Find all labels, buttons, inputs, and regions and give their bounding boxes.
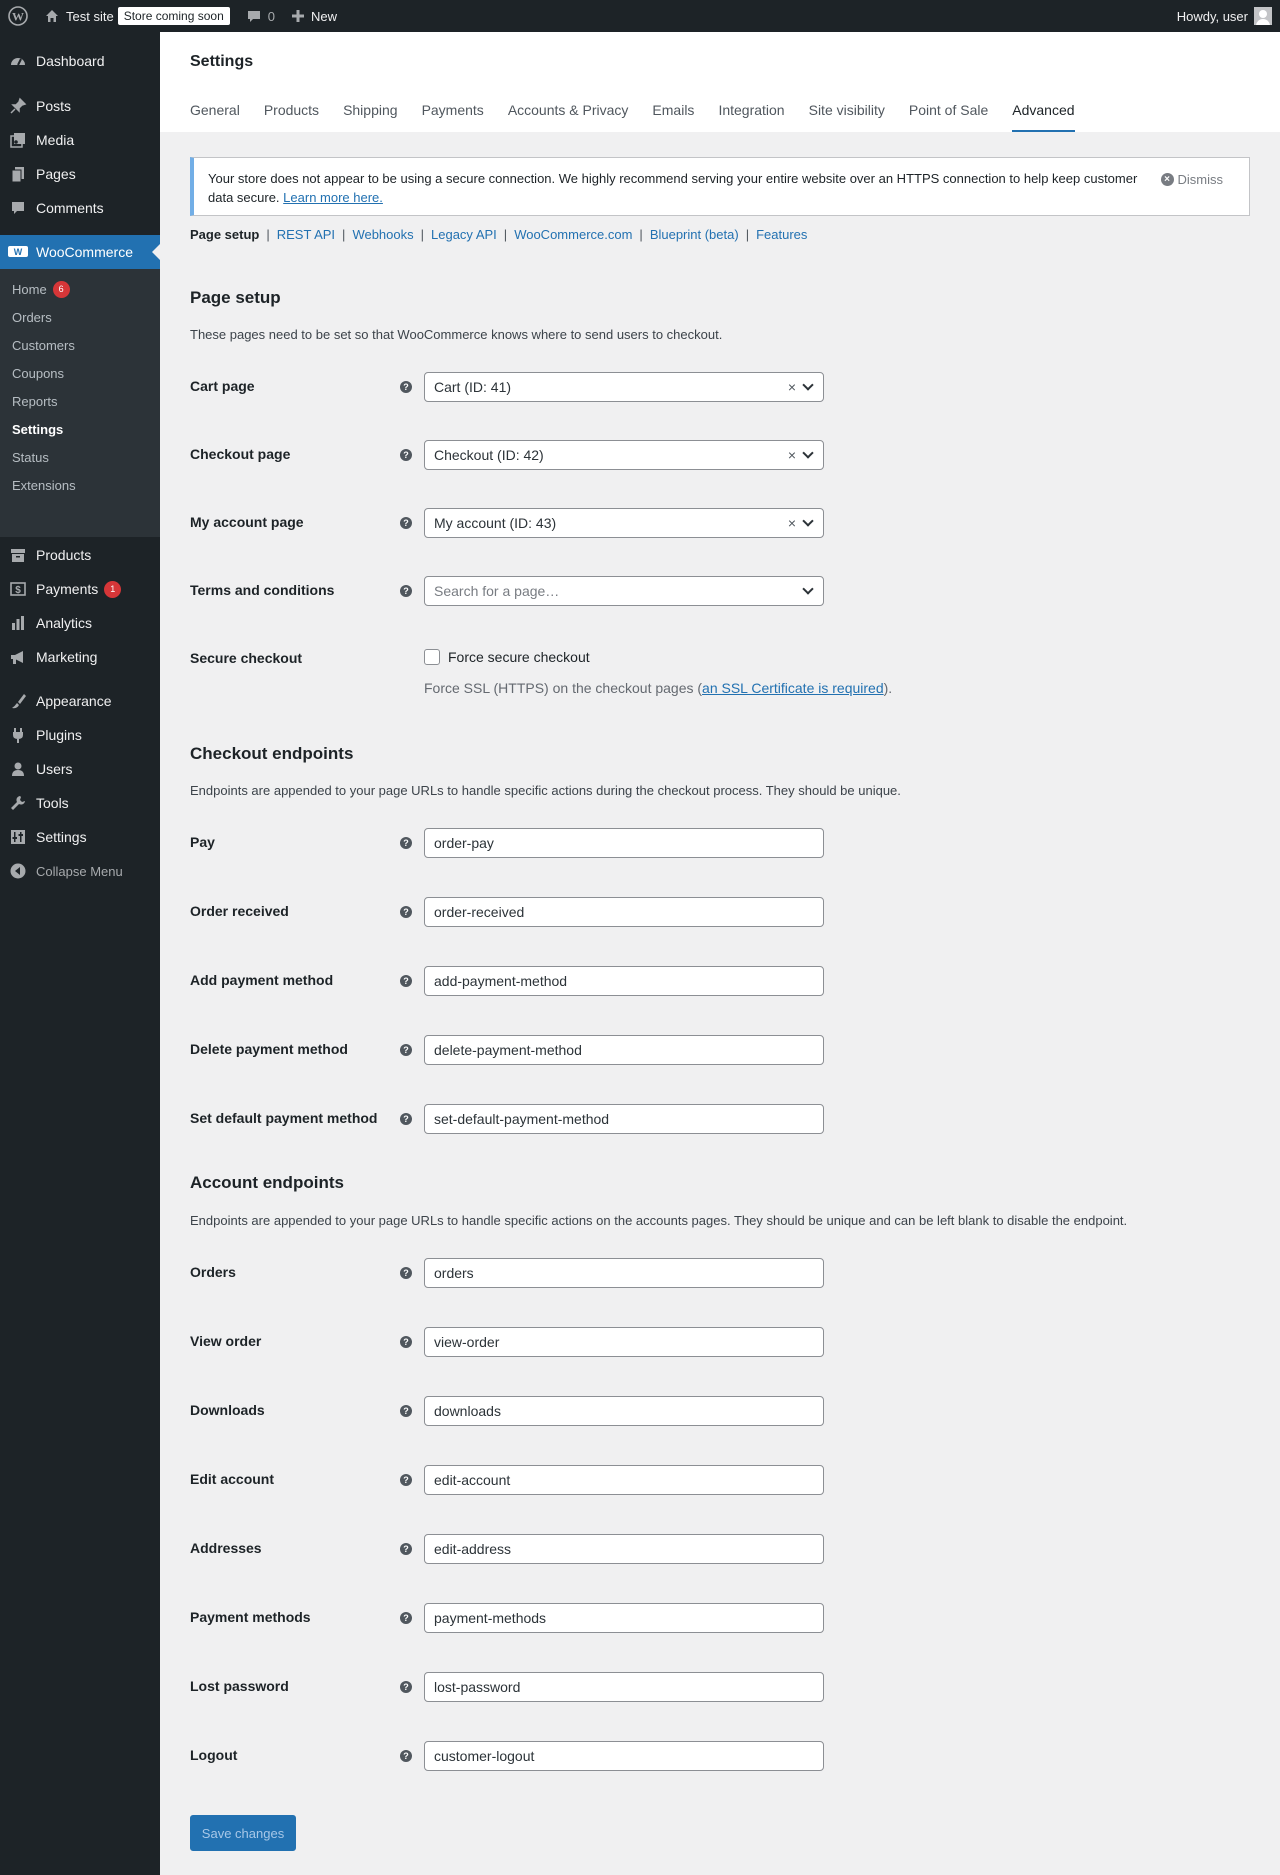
- help-tip-icon[interactable]: ?: [400, 1750, 412, 1762]
- set-default-payment-method-endpoint-input[interactable]: [424, 1104, 824, 1134]
- menu-settings[interactable]: [0, 820, 160, 854]
- subnav-webhooks[interactable]: Webhooks: [352, 227, 414, 242]
- help-tip-icon[interactable]: ?: [400, 1405, 412, 1417]
- bar-chart-icon: [0, 614, 36, 632]
- help-tip-icon[interactable]: ?: [400, 1113, 412, 1125]
- account-endpoints-description: Endpoints are appended to your page URLs to handle specific actions on the accounts pages. They should be unique and can be left blank to disable the endpoint.: [190, 1213, 1128, 1228]
- help-tip-icon[interactable]: ?: [400, 381, 412, 393]
- force-secure-checkout-checkbox[interactable]: [424, 649, 440, 665]
- downloads-endpoint-input[interactable]: [424, 1396, 824, 1426]
- subnav-separator: |: [342, 227, 346, 242]
- dismiss-label: Dismiss: [1177, 172, 1223, 187]
- view-order-endpoint-label: View order: [190, 1333, 262, 1349]
- terms-page-label: Terms and conditions: [190, 582, 335, 598]
- help-tip-icon[interactable]: ?: [400, 517, 412, 529]
- secure-checkout-label: Secure checkout: [190, 650, 303, 666]
- chevron-down-icon: [802, 447, 813, 458]
- menu-appearance[interactable]: [0, 684, 160, 718]
- downloads-endpoint-label: Downloads: [190, 1402, 265, 1418]
- secure-desc-suffix: ).: [883, 680, 893, 696]
- svg-text:$: $: [15, 585, 21, 596]
- set-default-payment-method-endpoint-label: Set default payment method: [190, 1110, 378, 1126]
- help-tip-icon[interactable]: ?: [400, 585, 412, 597]
- menu-comments-label: Comments: [36, 200, 104, 216]
- menu-plugins-label: Plugins: [36, 727, 82, 743]
- payments-icon: [0, 580, 36, 598]
- submenu-home[interactable]: [12, 279, 70, 299]
- order-received-endpoint-label: Order received: [190, 903, 289, 919]
- logout-endpoint-input[interactable]: [424, 1741, 824, 1771]
- orders-endpoint-label: Orders: [190, 1264, 236, 1280]
- menu-appearance-label: Appearance: [36, 693, 112, 709]
- wrench-icon: [0, 794, 36, 812]
- store-coming-soon-badge[interactable]: Store coming soon: [118, 7, 230, 25]
- menu-users-label: Users: [36, 761, 73, 777]
- home-icon: [44, 8, 60, 24]
- help-tip-icon[interactable]: ?: [400, 1612, 412, 1624]
- pages-icon: [0, 165, 36, 183]
- page-setup-description: These pages need to be set so that WooCommerce knows where to send users to checkout.: [190, 327, 723, 342]
- submenu-settings[interactable]: Settings: [12, 421, 64, 437]
- submenu-reports[interactable]: Reports: [12, 393, 58, 409]
- tab-emails[interactable]: Emails: [652, 102, 695, 118]
- force-secure-checkout-option[interactable]: [424, 649, 590, 665]
- menu-posts[interactable]: [0, 89, 160, 123]
- archive-icon: [0, 546, 36, 564]
- subnav-separator: |: [639, 227, 643, 242]
- menu-analytics-label: Analytics: [36, 615, 93, 631]
- ssl-notice: [190, 157, 1250, 216]
- dismiss-button[interactable]: [1161, 170, 1224, 189]
- submenu-home-label: Home: [12, 281, 47, 297]
- menu-marketing-label: Marketing: [36, 649, 98, 665]
- paintbrush-icon: [0, 692, 36, 710]
- chevron-down-icon: [802, 515, 813, 526]
- media-icon: [0, 131, 36, 149]
- tab-products[interactable]: Products: [263, 102, 320, 118]
- save-changes-button[interactable]: Save changes: [190, 1815, 296, 1851]
- menu-pages[interactable]: [0, 157, 160, 191]
- cart-page-value: Cart (ID: 41): [434, 379, 512, 395]
- settings-sliders-icon: [0, 828, 36, 846]
- page-setup-heading: Page setup: [190, 288, 281, 307]
- submenu-customers[interactable]: Customers: [12, 337, 75, 353]
- clear-icon[interactable]: ×: [787, 515, 796, 531]
- site-name-link[interactable]: [36, 0, 238, 32]
- help-tip-icon[interactable]: ?: [400, 1474, 412, 1486]
- menu-products[interactable]: [0, 538, 160, 572]
- howdy-text: Howdy, user: [1176, 8, 1248, 24]
- dismiss-icon: ×: [1161, 173, 1174, 186]
- woocommerce-submenu: [0, 269, 160, 537]
- dashboard-icon: [0, 52, 36, 70]
- delete-payment-method-endpoint-input[interactable]: [424, 1035, 824, 1065]
- add-payment-method-endpoint-label: Add payment method: [190, 972, 334, 988]
- edit-account-endpoint-label: Edit account: [190, 1471, 275, 1487]
- delete-payment-method-endpoint-label: Delete payment method: [190, 1041, 348, 1057]
- lost-password-endpoint-label: Lost password: [190, 1678, 289, 1694]
- payment-methods-endpoint-label: Payment methods: [190, 1609, 311, 1625]
- subnav-page-setup[interactable]: Page setup: [190, 227, 260, 242]
- addresses-endpoint-label: Addresses: [190, 1540, 262, 1556]
- tab-point-of-sale[interactable]: Point of Sale: [908, 102, 989, 118]
- clear-icon[interactable]: ×: [787, 447, 796, 463]
- account-endpoints-heading: Account endpoints: [190, 1173, 344, 1192]
- help-tip-icon[interactable]: ?: [400, 837, 412, 849]
- admin-bar: [0, 0, 1280, 32]
- cart-page-label: Cart page: [190, 378, 255, 394]
- svg-text:W: W: [12, 9, 24, 24]
- comments-icon: [0, 199, 36, 217]
- checkout-page-label: Checkout page: [190, 446, 291, 462]
- wordpress-logo-icon[interactable]: [0, 0, 36, 32]
- payments-notification-badge: 1: [104, 581, 121, 598]
- woocommerce-icon: [0, 245, 36, 259]
- menu-dashboard[interactable]: [0, 44, 160, 78]
- menu-woocommerce-label: WooCommerce: [36, 244, 133, 260]
- submenu-orders[interactable]: Orders: [12, 309, 52, 325]
- tab-accounts-privacy[interactable]: Accounts & Privacy: [507, 102, 629, 118]
- site-name: Test site: [66, 8, 114, 24]
- checkout-endpoints-heading: Checkout endpoints: [190, 744, 354, 763]
- subnav-separator: |: [503, 227, 508, 242]
- collapse-arrow-icon: [0, 863, 36, 879]
- comments-link[interactable]: [238, 0, 283, 32]
- plus-icon: [291, 9, 305, 23]
- chevron-down-icon: [802, 379, 813, 390]
- help-tip-icon[interactable]: ?: [400, 1543, 412, 1555]
- orders-endpoint-input[interactable]: [424, 1258, 824, 1288]
- page-title: Settings: [190, 53, 254, 70]
- notice-text: Your store does not appear to be using a secure connection. We highly recommend serving your entire website over an HTTPS connection to help keep customer data secure.: [208, 171, 1138, 205]
- plug-icon: [0, 726, 36, 744]
- secure-desc-prefix: Force SSL (HTTPS) on the checkout pages (: [424, 680, 703, 696]
- subnav-separator: |: [420, 227, 425, 242]
- menu-pages-label: Pages: [36, 166, 76, 182]
- menu-tools-label: Tools: [36, 795, 69, 811]
- force-secure-checkout-label: Force secure checkout: [448, 649, 590, 665]
- menu-media[interactable]: [0, 123, 160, 157]
- menu-media-label: Media: [36, 132, 75, 148]
- edit-account-endpoint-input[interactable]: [424, 1465, 824, 1495]
- pin-icon: [0, 97, 36, 115]
- cart-page-select[interactable]: [424, 372, 824, 402]
- payment-methods-endpoint-input[interactable]: [424, 1603, 824, 1633]
- tab-integration[interactable]: Integration: [718, 102, 785, 118]
- help-tip-icon[interactable]: ?: [400, 449, 412, 461]
- subnav-legacy-api[interactable]: Legacy API: [431, 227, 497, 242]
- menu-payments[interactable]: [0, 572, 160, 606]
- checkout-page-select[interactable]: [424, 440, 824, 470]
- comments-count: 0: [267, 8, 275, 24]
- avatar: [1254, 7, 1272, 25]
- tab-shipping[interactable]: Shipping: [343, 102, 398, 118]
- terms-page-placeholder: Search for a page…: [434, 583, 560, 599]
- subnav-features[interactable]: Features: [756, 227, 808, 242]
- user-icon: [0, 760, 36, 778]
- pay-endpoint-label: Pay: [190, 834, 215, 850]
- comment-icon: [246, 8, 262, 24]
- help-tip-icon[interactable]: ?: [400, 1267, 412, 1279]
- menu-settings-label: Settings: [36, 829, 87, 845]
- menu-comments[interactable]: [0, 191, 160, 225]
- tab-site-visibility[interactable]: Site visibility: [808, 102, 885, 118]
- menu-tools[interactable]: [0, 786, 160, 820]
- my-account-page-select[interactable]: [424, 508, 824, 538]
- menu-dashboard-label: Dashboard: [36, 53, 105, 69]
- help-tip-icon[interactable]: ?: [400, 1044, 412, 1056]
- clear-icon[interactable]: ×: [787, 379, 796, 395]
- notice-learn-more-link[interactable]: Learn more here.: [283, 190, 383, 205]
- new-label: New: [310, 8, 337, 24]
- collapse-menu-button[interactable]: [0, 854, 160, 888]
- tab-payments[interactable]: Payments: [421, 102, 484, 118]
- addresses-endpoint-input[interactable]: [424, 1534, 824, 1564]
- pay-endpoint-input[interactable]: [424, 828, 824, 858]
- menu-posts-label: Posts: [36, 98, 72, 114]
- submenu-coupons[interactable]: Coupons: [12, 365, 65, 381]
- chevron-down-icon: [802, 583, 813, 594]
- submenu-status[interactable]: Status: [12, 449, 49, 465]
- settings-header: [160, 32, 1280, 132]
- menu-plugins[interactable]: [0, 718, 160, 752]
- account-menu[interactable]: [1169, 0, 1280, 32]
- subnav-blueprint[interactable]: Blueprint (beta): [649, 227, 739, 242]
- my-account-page-label: My account page: [190, 514, 304, 530]
- lost-password-endpoint-input[interactable]: [424, 1672, 824, 1702]
- svg-text:W: W: [13, 247, 23, 257]
- terms-page-select[interactable]: [424, 576, 824, 606]
- subnav-rest-api[interactable]: REST API: [276, 227, 336, 242]
- tab-advanced[interactable]: Advanced: [1012, 100, 1074, 132]
- subnav-separator: |: [745, 227, 750, 242]
- help-tip-icon[interactable]: ?: [400, 1336, 412, 1348]
- collapse-menu-label: Collapse Menu: [36, 863, 123, 879]
- submenu-extensions[interactable]: Extensions: [12, 477, 76, 493]
- advanced-subnav: [190, 227, 807, 242]
- admin-sidebar: [0, 32, 160, 1875]
- menu-marketing[interactable]: [0, 640, 160, 674]
- help-tip-icon[interactable]: ?: [400, 1681, 412, 1693]
- help-tip-icon[interactable]: ?: [400, 975, 412, 987]
- view-order-endpoint-input[interactable]: [424, 1327, 824, 1357]
- menu-woocommerce[interactable]: [0, 235, 160, 269]
- menu-users[interactable]: [0, 752, 160, 786]
- menu-analytics[interactable]: [0, 606, 160, 640]
- ssl-certificate-link[interactable]: an SSL Certificate is required: [702, 680, 884, 696]
- order-received-endpoint-input[interactable]: [424, 897, 824, 927]
- settings-tabs: [190, 100, 1099, 132]
- home-notification-badge: 6: [53, 281, 70, 298]
- my-account-page-value: My account (ID: 43): [434, 515, 557, 531]
- menu-products-label: Products: [36, 547, 92, 563]
- checkout-endpoints-description: Endpoints are appended to your page URLs to handle specific actions during the checkout process. They should be unique.: [190, 783, 901, 798]
- tab-general[interactable]: General: [190, 102, 240, 118]
- logout-endpoint-label: Logout: [190, 1747, 238, 1763]
- subnav-separator: |: [266, 227, 270, 242]
- menu-payments-label: Payments: [36, 581, 99, 597]
- add-payment-method-endpoint-input[interactable]: [424, 966, 824, 996]
- megaphone-icon: [0, 648, 36, 666]
- checkout-page-value: Checkout (ID: 42): [434, 447, 544, 463]
- subnav-woocommerce-com[interactable]: WooCommerce.com: [514, 227, 633, 242]
- help-tip-icon[interactable]: ?: [400, 906, 412, 918]
- new-content-link[interactable]: [283, 0, 345, 32]
- secure-checkout-description: [424, 680, 892, 696]
